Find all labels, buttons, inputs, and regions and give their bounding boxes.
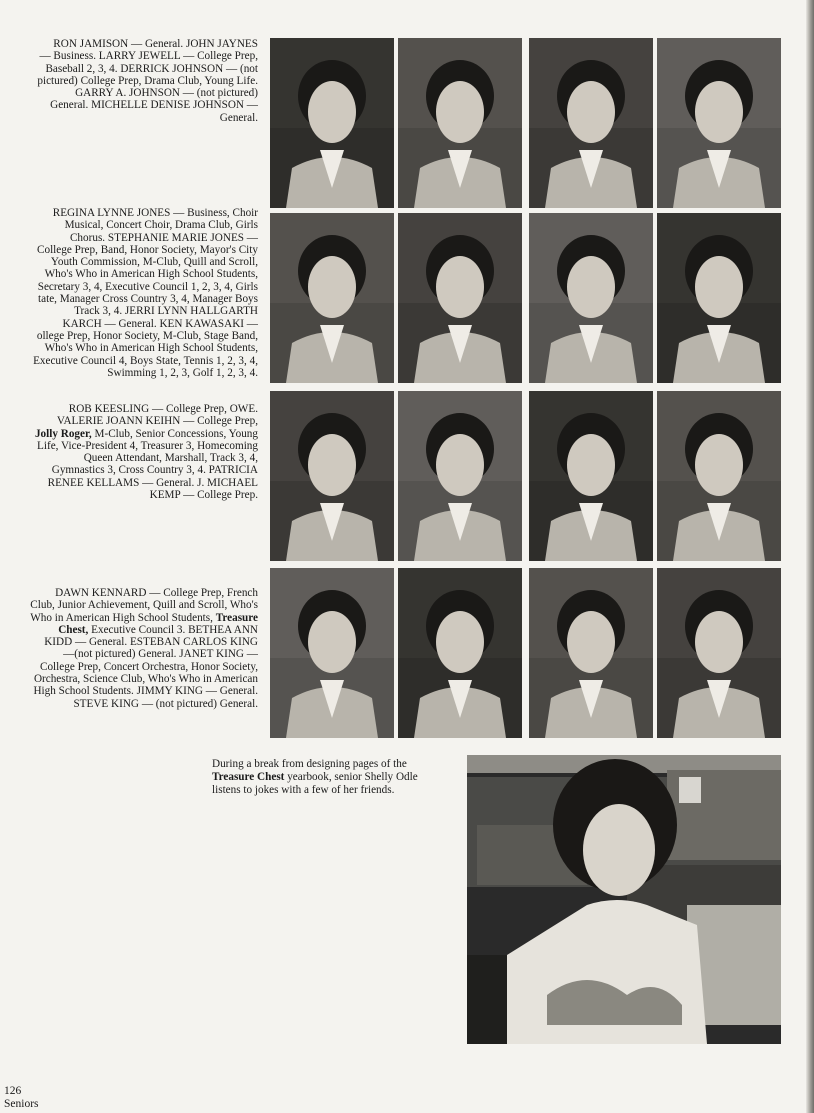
- bio-line: Who's Who in American High School Students,: [44, 268, 258, 281]
- bio-line: Jolly Roger, M-Club, Senior Concessions, Young: [34, 427, 258, 440]
- bio-line: College Prep, Band, Honor Society, Mayor's City: [37, 243, 258, 256]
- portrait-photo: [529, 568, 653, 738]
- bio-line: Track 3, 4. JERRI LYNN HALLGARTH: [74, 305, 258, 318]
- bio-line: KARCH — General. KEN KAWASAKI —: [62, 317, 258, 330]
- bio-line: GARRY A. JOHNSON — (not pictured): [75, 87, 258, 100]
- portrait-photo: [657, 213, 781, 383]
- bio-line: Chest, Executive Council 3. BETHEA ANN: [58, 623, 258, 636]
- bio-line: Who's Who in American High School Students,: [44, 342, 258, 355]
- bio-block-1: [0, 38, 258, 124]
- bio-line: Baseball 2, 3, 4. DERRICK JOHNSON — (not: [45, 62, 258, 75]
- portrait-photo: [270, 391, 394, 561]
- bio-line: General. MICHELLE DENISE JOHNSON —: [50, 99, 258, 112]
- portrait-photo: [657, 568, 781, 738]
- photo-caption: [212, 758, 457, 796]
- portrait-photo: [398, 568, 522, 738]
- bio-line: College Prep, Concert Orchestra, Honor Society,: [40, 660, 258, 673]
- bio-line: ROB KEESLING — College Prep, OWE.: [68, 403, 258, 415]
- section-label: Seniors: [4, 1098, 39, 1110]
- bio-line: RENEE KELLAMS — General. J. MICHAEL: [47, 476, 258, 489]
- bio-block-3: [0, 403, 258, 501]
- bio-line: tate, Manager Cross Country 3, 4, Manager Boys: [38, 293, 258, 306]
- portrait-photo: [270, 568, 394, 738]
- bio-line: Queen Attendant, Marshall, Track 3, 4,: [83, 452, 258, 465]
- bio-line: KIDD — General. ESTEBAN CARLOS KING: [44, 636, 258, 649]
- bio-line: pictured) College Prep, Drama Club, Young Life.: [37, 74, 258, 87]
- bio-line: Life, Vice-President 4, Treasurer 3, Homecoming: [37, 439, 258, 452]
- bio-line: Who in American High School Students, Treasure: [30, 611, 258, 624]
- caption-line: During a break from designing pages of the: [212, 758, 407, 770]
- bio-line: KEMP — College Prep.: [149, 489, 258, 502]
- portrait-photo: [529, 38, 653, 208]
- portrait-photo: [529, 391, 653, 561]
- portrait-photo: [270, 213, 394, 383]
- portrait-photo: [398, 213, 522, 383]
- portrait-photo: [398, 391, 522, 561]
- bio-line: Chorus. STEPHANIE MARIE JONES —: [69, 231, 258, 244]
- bio-line: VALERIE JOANN KEIHN — College Prep,: [56, 415, 258, 428]
- bio-line: General.: [219, 111, 258, 124]
- bio-line: RON JAMISON — General. JOHN JAYNES: [53, 38, 258, 50]
- bio-line: Youth Commission, M-Club, Quill and Scroll,: [50, 256, 258, 269]
- bio-line: REGINA LYNNE JONES — Business, Choir: [52, 207, 258, 219]
- portrait-photo: [529, 213, 653, 383]
- portrait-photo: [657, 391, 781, 561]
- portrait-photo: [270, 38, 394, 208]
- page-binding-edge: [806, 0, 814, 1113]
- bio-line: Gymnastics 3, Cross Country 3, 4. PATRICIA: [51, 464, 258, 477]
- candid-photo: [467, 755, 781, 1044]
- page-folio: [4, 1085, 39, 1111]
- caption-line: listens to jokes with a few of her friends.: [212, 783, 395, 796]
- bio-block-2: [0, 207, 258, 379]
- bio-line: Swimming 1, 2, 3, Golf 1, 2, 3, 4.: [107, 366, 258, 379]
- bio-line: DAWN KENNARD — College Prep, French: [55, 587, 258, 599]
- bio-line: High School Students. JIMMY KING — General.: [33, 685, 258, 698]
- bio-line: Executive Council 4, Boys State, Tennis 1, 2, 3, 4,: [33, 354, 258, 367]
- bio-line: STEVE KING — (not pictured) General.: [73, 697, 258, 710]
- caption-line: Treasure Chest yearbook, senior Shelly Odle: [212, 770, 418, 783]
- bio-line: Secretary 3, 4, Executive Council 1, 2, 3, 4, Girls: [37, 280, 258, 293]
- bio-line: Orchestra, Science Club, Who's Who in American: [33, 673, 258, 686]
- bio-line: Musical, Concert Choir, Drama Club, Girls: [64, 219, 258, 232]
- page-number: 126: [4, 1085, 22, 1097]
- bio-line: — Business. LARRY JEWELL — College Prep,: [39, 50, 258, 63]
- bio-line: ollege Prep, Honor Society, M-Club, Stage Band,: [36, 329, 258, 342]
- bio-line: —(not pictured) General. JANET KING —: [63, 648, 258, 661]
- bio-block-4: [0, 587, 258, 710]
- portrait-photo: [657, 38, 781, 208]
- portrait-photo: [398, 38, 522, 208]
- bio-line: Club, Junior Achievement, Quill and Scroll, Who's: [30, 599, 258, 612]
